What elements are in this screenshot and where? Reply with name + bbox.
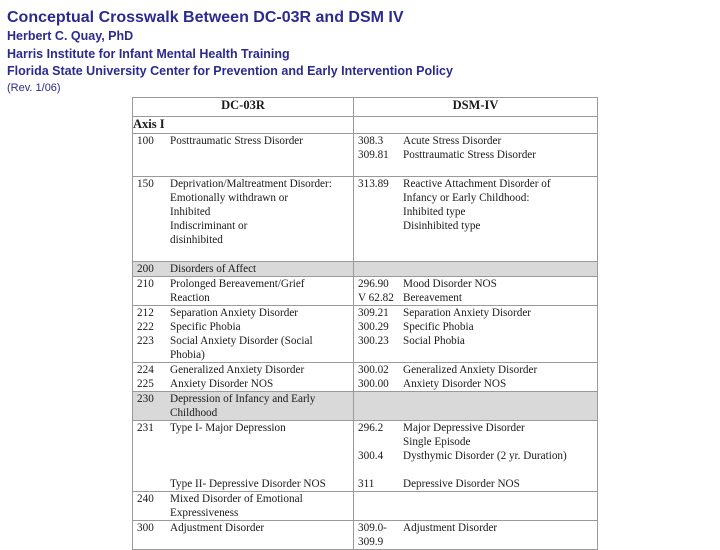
- diagnosis-name: Disinhibited type: [403, 220, 481, 232]
- crosswalk-table: [132, 97, 598, 550]
- diagnosis-code: 212: [137, 307, 154, 319]
- diagnosis-name: [170, 449, 353, 463]
- diagnosis-code: 300.29: [358, 321, 389, 333]
- dc03r-cell: [133, 421, 354, 492]
- diagnosis-name: Emotionally withdrawn or: [170, 192, 289, 204]
- diagnosis-code: 230: [137, 393, 154, 405]
- diagnosis-code: [358, 463, 403, 477]
- diagnosis-name: Generalized Anxiety Disorder: [403, 364, 538, 376]
- diagnosis-name: Anxiety Disorder NOS: [170, 378, 274, 390]
- diagnosis-code: [137, 506, 170, 520]
- table-row: [133, 392, 598, 421]
- spacer: [354, 162, 597, 176]
- diagnosis-name: [403, 463, 597, 477]
- diagnosis-code: 100: [137, 135, 154, 147]
- dsmiv-cell: [354, 421, 598, 492]
- diagnosis-code: 231: [137, 422, 154, 434]
- diagnosis-code: 224: [137, 364, 154, 376]
- diagnosis-name: Adjustment Disorder: [403, 522, 498, 534]
- diagnosis-code: 200: [137, 263, 154, 275]
- diagnosis-code: [137, 219, 170, 233]
- diagnosis-code: 309.81: [358, 149, 389, 161]
- page-title: Conceptual Crosswalk Between DC-03R and DSM IV: [7, 9, 404, 26]
- diagnosis-name: Infancy or Early Childhood:: [403, 192, 530, 204]
- diagnosis-name: Reaction: [170, 292, 210, 304]
- diagnosis-name: Inhibited: [170, 206, 211, 218]
- table-row: [133, 492, 598, 521]
- diagnosis-code: [137, 477, 170, 491]
- diagnosis-code: [137, 191, 170, 205]
- diagnosis-name: Deprivation/Maltreatment Disorder:: [170, 178, 332, 190]
- diagnosis-code: [358, 435, 403, 449]
- diagnosis-code: 222: [137, 321, 154, 333]
- diagnosis-code: 308.3: [358, 135, 384, 147]
- diagnosis-code: 223: [137, 335, 154, 347]
- dsmiv-cell: [354, 392, 598, 421]
- diagnosis-code: [137, 348, 170, 362]
- diagnosis-name: Disorders of Affect: [170, 263, 257, 275]
- dsmiv-cell: [354, 306, 598, 363]
- diagnosis-name: Specific Phobia: [403, 321, 474, 333]
- diagnosis-code: 311: [358, 478, 375, 490]
- diagnosis-name: Social Anxiety Disorder (Social: [170, 335, 313, 347]
- diagnosis-name: Reactive Attachment Disorder of: [403, 178, 551, 190]
- diagnosis-code: [137, 463, 170, 477]
- dc03r-cell: [133, 134, 354, 177]
- diagnosis-code: [137, 449, 170, 463]
- diagnosis-name: Phobia): [170, 349, 205, 361]
- diagnosis-name: Posttraumatic Stress Disorder: [403, 149, 536, 161]
- dsmiv-cell: [354, 277, 598, 306]
- diagnosis-name: Social Phobia: [403, 335, 465, 347]
- dsmiv-cell: [354, 521, 598, 550]
- diagnosis-code: 300: [137, 522, 154, 534]
- diagnosis-name: Generalized Anxiety Disorder: [170, 364, 305, 376]
- spacer: [354, 233, 597, 247]
- dc03r-cell: [133, 306, 354, 363]
- diagnosis-code: [137, 205, 170, 219]
- dc03r-cell: [133, 492, 354, 521]
- diagnosis-name: Prolonged Bereavement/Grief: [170, 278, 305, 290]
- author: Herbert C. Quay, PhD: [7, 29, 134, 43]
- dsmiv-cell: [354, 262, 598, 277]
- diagnosis-code: 225: [137, 378, 154, 390]
- dsmiv-cell: [354, 177, 598, 262]
- diagnosis-name: Acute Stress Disorder: [403, 135, 502, 147]
- table-row: [133, 277, 598, 306]
- table-row: [133, 134, 598, 177]
- diagnosis-name: Major Depressive Disorder: [403, 422, 525, 434]
- diagnosis-code: [137, 233, 170, 247]
- diagnosis-code: [358, 219, 403, 233]
- dc03r-cell: [133, 521, 354, 550]
- diagnosis-code: [137, 291, 170, 305]
- diagnosis-code: 300.23: [358, 335, 389, 347]
- diagnosis-code: [137, 406, 170, 420]
- diagnosis-name: [170, 463, 353, 477]
- diagnosis-name: Depression of Infancy and Early: [170, 393, 316, 405]
- diagnosis-code: 300.00: [358, 378, 389, 390]
- dsmiv-cell: [354, 492, 598, 521]
- diagnosis-name: Depressive Disorder NOS: [403, 478, 520, 490]
- diagnosis-code: 300.02: [358, 364, 389, 376]
- spacer: [133, 247, 353, 261]
- diagnosis-code: [358, 205, 403, 219]
- diagnosis-code: 309.21: [358, 307, 389, 319]
- diagnosis-name: Childhood: [170, 407, 218, 419]
- diagnosis-name: Separation Anxiety Disorder: [403, 307, 532, 319]
- dsmiv-cell: [354, 363, 598, 392]
- diagnosis-name: Posttraumatic Stress Disorder: [170, 135, 303, 147]
- axis-label: Axis I: [133, 117, 354, 134]
- table-row: [133, 262, 598, 277]
- dc03r-cell: [133, 392, 354, 421]
- dc03r-cell: [133, 177, 354, 262]
- diagnosis-code: 240: [137, 493, 154, 505]
- diagnosis-name: Dysthymic Disorder (2 yr. Duration): [403, 450, 567, 462]
- revision-note: (Rev. 1/06): [7, 81, 61, 94]
- diagnosis-name: Adjustment Disorder: [170, 522, 265, 534]
- diagnosis-name: Mixed Disorder of Emotional: [170, 493, 303, 505]
- table-row: [133, 421, 598, 492]
- table-row: [133, 521, 598, 550]
- column-header-dsmiv: DSM-IV: [354, 98, 598, 117]
- university: Florida State University Center for Prevention and Early Intervention Policy: [7, 64, 453, 78]
- diagnosis-name: Mood Disorder NOS: [403, 278, 497, 290]
- diagnosis-name: Single Episode: [403, 436, 471, 448]
- diagnosis-name: [170, 435, 353, 449]
- diagnosis-code: 296.90: [358, 278, 389, 290]
- table-row: [133, 306, 598, 363]
- diagnosis-code: [358, 191, 403, 205]
- diagnosis-code: [137, 435, 170, 449]
- institute: Harris Institute for Infant Mental Health Training: [7, 46, 290, 61]
- diagnosis-name: Expressiveness: [170, 507, 239, 519]
- diagnosis-name: Type I- Major Depression: [170, 422, 286, 434]
- diagnosis-code: 300.4: [358, 450, 384, 462]
- document-header: [7, 8, 453, 95]
- table-row: [133, 177, 598, 262]
- diagnosis-name: Specific Phobia: [170, 321, 241, 333]
- diagnosis-code: 309.0-: [358, 522, 387, 534]
- diagnosis-code: 309.9: [358, 536, 384, 548]
- table-row: [133, 363, 598, 392]
- dc03r-cell: [133, 262, 354, 277]
- diagnosis-name: Type II- Depressive Disorder NOS: [170, 478, 326, 490]
- diagnosis-name: Indiscriminant or: [170, 220, 248, 232]
- diagnosis-name: Bereavement: [403, 292, 463, 304]
- diagnosis-name: Anxiety Disorder NOS: [403, 378, 507, 390]
- diagnosis-name: Inhibited type: [403, 206, 466, 218]
- diagnosis-code: 150: [137, 178, 154, 190]
- diagnosis-name: [403, 535, 597, 549]
- dsmiv-cell: [354, 134, 598, 177]
- column-header-dc03r: DC-03R: [133, 98, 354, 117]
- diagnosis-name: disinhibited: [170, 234, 223, 246]
- dc03r-cell: [133, 363, 354, 392]
- diagnosis-code: V 62.82: [358, 292, 394, 304]
- diagnosis-code: 296.2: [358, 422, 384, 434]
- dc03r-cell: [133, 277, 354, 306]
- diagnosis-code: 313.89: [358, 178, 389, 190]
- diagnosis-name: Separation Anxiety Disorder: [170, 307, 299, 319]
- spacer: [133, 148, 353, 162]
- diagnosis-code: 210: [137, 278, 154, 290]
